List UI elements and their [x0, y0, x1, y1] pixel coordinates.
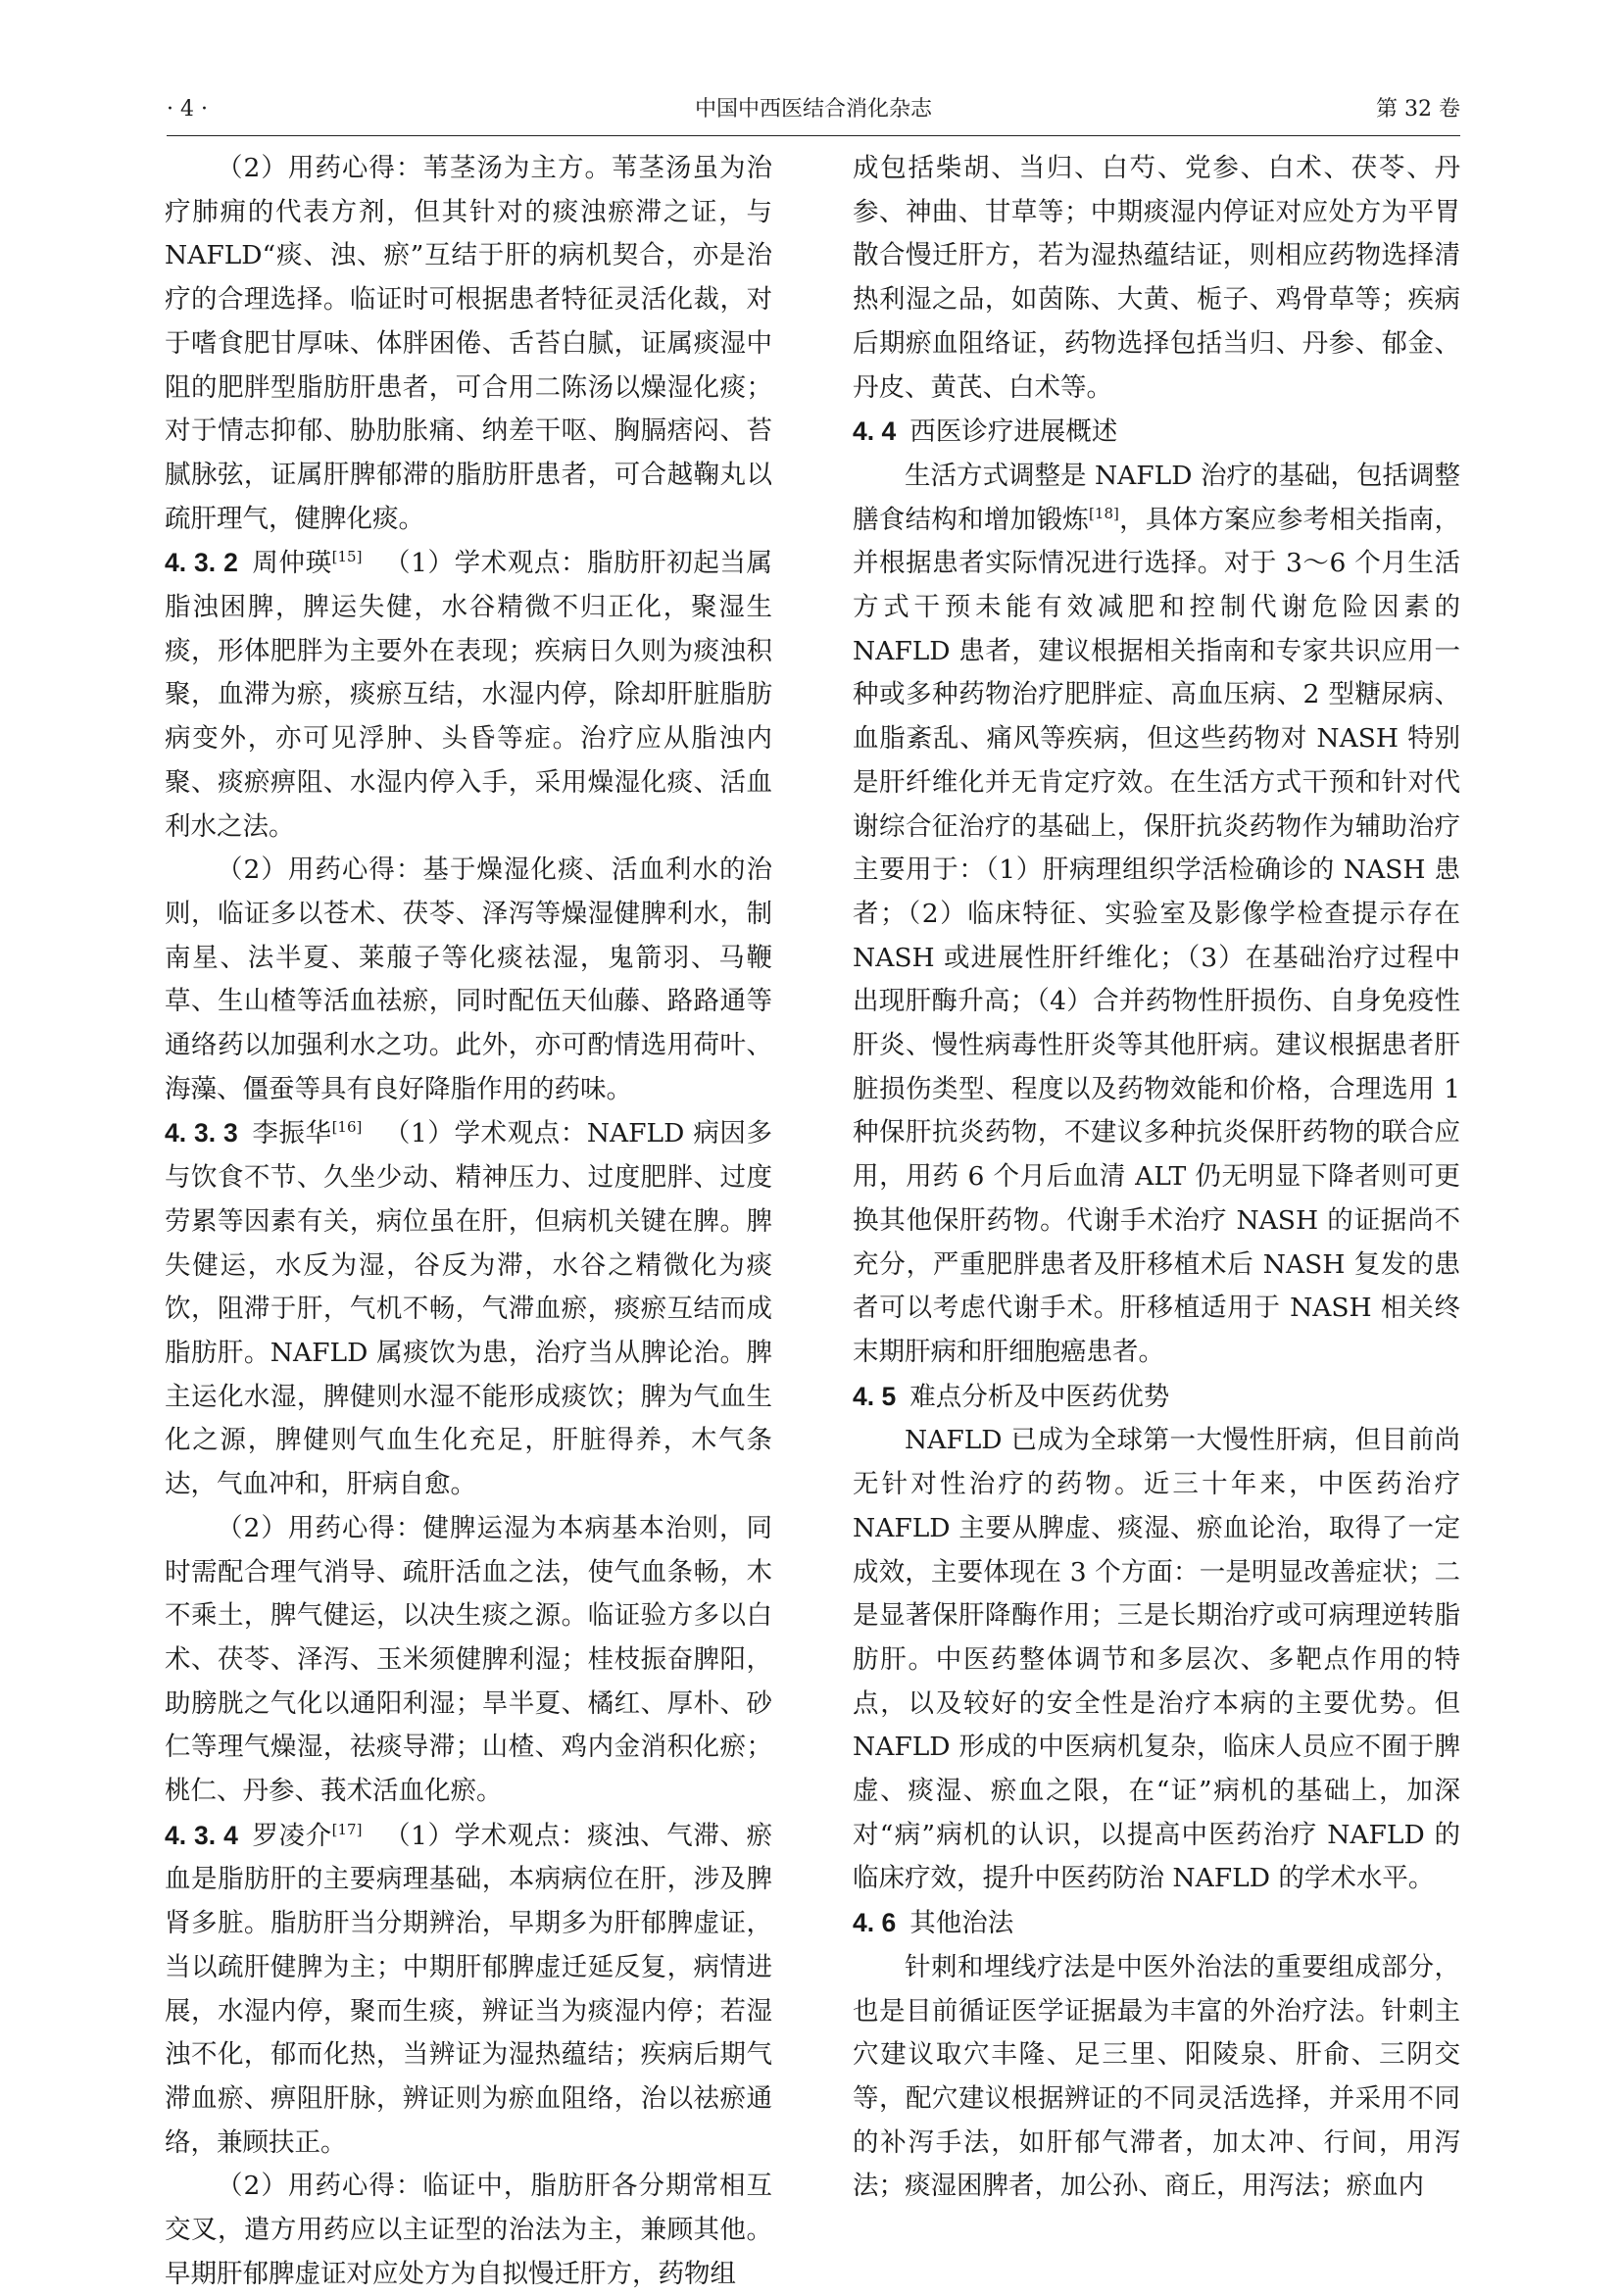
section-author: 李振华 [251, 1118, 332, 1149]
volume-label: 第 32 卷 [1376, 97, 1460, 122]
section-4-3-3 [165, 1111, 772, 1506]
citation: [15] [331, 548, 363, 566]
section-title: 难点分析及中医药优势 [909, 1381, 1170, 1412]
paragraph [853, 455, 1460, 1375]
section-heading-4-5 [853, 1375, 1460, 1420]
paragraph: 成包括柴胡、当归、白芍、党参、白术、茯苓、丹参、神曲、甘草等；中期痰湿内停证对应处方为平胃散合慢迁肝方，若为湿热蕴结证，则相应药物选择清热利湿之品，如茵陈、大黄、栀子、鸡骨草等；疾病后期瘀血阻络证，药物选择包括当归、丹参、郁金、丹皮、黄芪、白术等。 [853, 153, 1460, 403]
paragraph: （2）用药心得：临证中，脂肪肝各分期常相互交叉，遣方用药应以主证型的治法为主，兼顾其他。早期肝郁脾虚证对应处方为自拟慢迁肝方，药物组 [165, 2171, 772, 2289]
citation: [18] [1089, 504, 1119, 522]
section-number: 4. 6 [853, 1908, 897, 1938]
citation: [17] [331, 1820, 363, 1838]
paragraph: （2）用药心得：苇茎汤为主方。苇茎汤虽为治疗肺痈的代表方剂，但其针对的痰浊瘀滞之证，与 NAFLD“痰、浊、瘀”互结于肝的病机契合，亦是治疗的合理选择。临证时可根据患者特征灵活化裁，对于嗜食肥甘厚味、体胖困倦、舌苔白腻，证属痰湿中阻的肥胖型脂肪肝患者，可合用二陈汤以燥湿化痰；对于情志抑郁、胁肋胀痛、纳差干呕、胸膈痞闷、苔腻脉弦，证属肝脾郁滞的脂肪肝患者，可合越鞠丸以疏肝理气，健脾化痰。 [165, 153, 772, 534]
section-4-3-2 [165, 541, 772, 849]
section-body: （1）学术观点：脂肪肝初起当属脂浊困脾，脾运失健，水谷精微不归正化，聚湿生痰，形体肥胖为主要外在表现；疾病日久则为痰浊积聚，血滞为瘀，痰瘀互结，水湿内停，除却肝脏脂肪病变外，亦可见浮肿、头昏等症。治疗应从脂浊内聚、痰瘀痹阻、水湿内停入手，采用燥湿化痰、活血利水之法。 [165, 548, 772, 842]
paragraph: NAFLD 已成为全球第一大慢性肝病，但目前尚无针对性治疗的药物。近三十年来，中医药治疗 NAFLD 主要从脾虚、痰湿、瘀血论治，取得了一定成效，主要体现在 3 个方面：一是明显改善症状；二是显著保肝降酶作用；三是长期治疗或可病理逆转脂肪肝。中医药整体调节和多层次、多靶点作用的特点，以及较好的安全性是治疗本病的主要优势。但 NAFLD 形成的中医病机复杂，临床人员应不囿于脾虚、痰湿、瘀血之限，在“证”病机的基础上，加深对“病”病机的认识，以提高中医药治疗 NAFLD 的临床疗效，提升中医药防治 NAFLD 的学术水平。 [853, 1425, 1460, 1894]
paragraph: （2）用药心得：基于燥湿化痰、活血利水的治则，临证多以苍术、茯苓、泽泻等燥湿健脾利水，制南星、法半夏、莱菔子等化痰祛湿，鬼箭羽、马鞭草、生山楂等活血祛瘀，同时配伍天仙藤、路路通等通络药以加强利水之功。此外，亦可酌情选用荷叶、海藻、僵蚕等具有良好降脂作用的药味。 [165, 855, 772, 1104]
section-heading-4-6 [853, 1901, 1460, 1946]
section-number: 4. 4 [853, 416, 897, 447]
citation: [16] [331, 1118, 363, 1137]
paragraph-text: ，具体方案应参考相关指南，并根据患者实际情况进行选择。对于 3～6 个月生活方式干预未能有效减肥和控制代谢危险因素的 NAFLD 患者，建议根据相关指南和专家共识应用一种或多种药物治疗肥胖症、高血压病、2 型糖尿病、血脂紊乱、痛风等疾病，但这些药物对 NASH 特别是肝纤维化并无肯定疗效。在生活方式干预和针对代谢综合征治疗的基础上，保肝抗炎药物作为辅助治疗主要用于：（1）肝病理组织学活检确诊的 NASH 患者；（2）临床特征、实验室及影像学检查提示存在 NASH 或进展性肝纤维化；（3）在基础治疗过程中出现肝酶升高；（4）合并药物性肝损伤、自身免疫性肝炎、慢性病毒性肝炎等其他肝病。建议根据患者肝脏损伤类型、程度以及药物效能和价格，合理选用 1 种保肝抗炎药物，不建议多种抗炎保肝药物的联合应用，用药 6 个月后血清 ALT 仍无明显下降者则可更换其他保肝药物。代谢手术治疗 NASH 的证据尚不充分，严重肥胖患者及肝移植术后 NASH 复发的患者可以考虑代谢手术。肝移植适用于 NASH 相关终末期肝病和肝细胞癌患者。 [853, 504, 1461, 1367]
running-header [167, 90, 1460, 129]
right-column [853, 147, 1460, 2209]
section-author: 周仲瑛 [251, 548, 332, 579]
section-number: 4. 5 [853, 1381, 897, 1411]
section-body: （1）学术观点：NAFLD 病因多与饮食不节、久坐少动、精神压力、过度肥胖、过度劳累等因素有关，病位虽在肝，但病机关键在脾。脾失健运，水反为湿，谷反为滞，水谷之精微化为痰饮，阻滞于肝，气机不畅，气滞血瘀，痰瘀互结而成脂肪肝。NAFLD 属痰饮为患，治疗当从脾论治。脾主运化水湿，脾健则水湿不能形成痰饮；脾为气血生化之源，脾健则气血生化充足，肝脏得养，木气条达，气血冲和，肝病自愈。 [165, 1118, 772, 1500]
section-number: 4. 3. 3 [165, 1118, 238, 1148]
paragraph: （2）用药心得：健脾运湿为本病基本治则，同时需配合理气消导、疏肝活血之法，使气血条畅，木不乘土，脾气健运，以决生痰之源。临证验方多以白术、茯苓、泽泻、玉米须健脾利湿；桂枝振奋脾阳，助膀胱之气化以通阳利湿；旱半夏、橘红、厚朴、砂仁等理气燥湿，祛痰导滞；山楂、鸡内金消积化瘀；桃仁、丹参、莪术活血化瘀。 [165, 1512, 772, 1807]
section-number: 4. 3. 4 [165, 1820, 238, 1850]
page-number: · 4 · [167, 97, 208, 122]
paragraph-text: 生活方式调整是 NAFLD 治疗的基础，包括调整膳食结构和增加锻炼 [853, 460, 1460, 535]
paragraph: 针刺和埋线疗法是中医外治法的重要组成部分，也是目前循证医学证据最为丰富的外治疗法。针刺主穴建议取穴丰隆、足三里、阳陵泉、肝俞、三阴交等，配穴建议根据辨证的不同灵活选择，并采用不同的补泻手法，如肝郁气滞者，加太冲、行间，用泻法；痰湿困脾者，加公孙、商丘，用泻法；瘀血内 [853, 1951, 1460, 2202]
section-author: 罗凌介 [251, 1820, 332, 1851]
header-rule [167, 135, 1460, 136]
section-number: 4. 3. 2 [165, 548, 238, 578]
section-title: 西医诊疗进展概述 [909, 416, 1118, 448]
section-title: 其他治法 [909, 1908, 1014, 1939]
journal-title: 中国中西医结合消化杂志 [694, 97, 932, 122]
section-heading-4-4 [853, 410, 1460, 455]
section-4-3-4 [165, 1814, 772, 2166]
left-column [165, 147, 772, 2296]
section-body: （1）学术观点：痰浊、气滞、瘀血是脂肪肝的主要病理基础，本病病位在肝，涉及脾肾多脏。脂肪肝当分期辨治，早期多为肝郁脾虚证，当以疏肝健脾为主；中期肝郁脾虚迁延反复，病情进展，水湿内停，聚而生痰，辨证当为痰湿内停；若湿浊不化，郁而化热，当辨证为湿热蕴结；疾病后期气滞血瘀、痹阻肝脉，辨证则为瘀血阻络，治以祛瘀通络，兼顾扶正。 [165, 1820, 772, 2158]
